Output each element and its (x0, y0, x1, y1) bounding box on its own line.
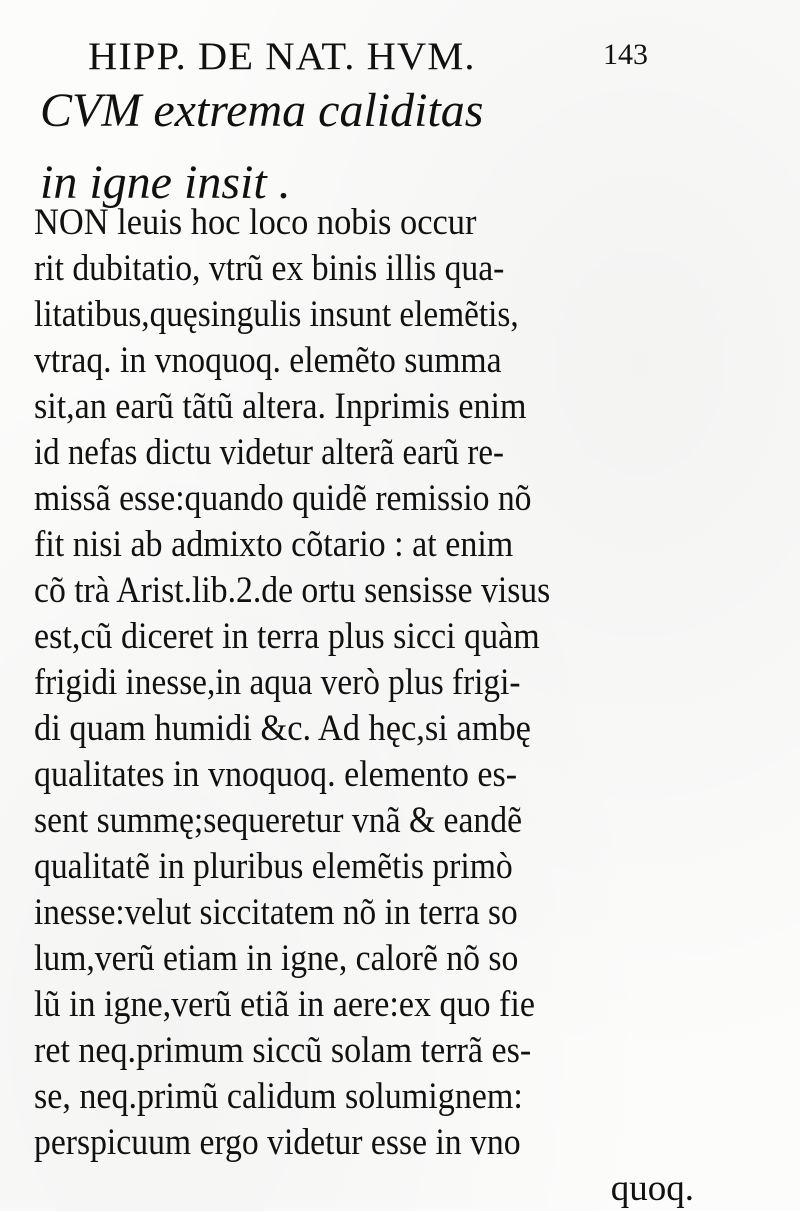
text-line: lum,verũ etiam in igne, calorẽ nõ so (34, 938, 519, 979)
catchword: quoq. (610, 1168, 694, 1209)
text-line: missã esse:quando quidẽ remissio nõ (34, 478, 532, 519)
text-line: se, neq.primũ calidum solumignem: (34, 1076, 523, 1117)
text-line: ret neq.primum siccũ solam terrã es- (34, 1030, 532, 1071)
text-line: vtraq. in vnoquoq. elemẽto summa (34, 340, 502, 381)
text-line: lũ in igne,verũ etiã in aere:ex quo fie (34, 984, 535, 1025)
text-line: id nefas dictu videtur alterã earũ re- (34, 432, 504, 473)
text-line: perspicuum ergo videtur esse in vno (34, 1122, 521, 1163)
running-title: HIPP. DE NAT. HVM. (88, 35, 476, 78)
text-line: rit dubitatio, vtrũ ex binis illis qua- (34, 248, 505, 289)
text-line: est,cũ diceret in terra plus sicci quàm (34, 616, 540, 657)
text-line: litatibus,quęsingulis insunt elemẽtis, (34, 294, 519, 335)
heading-line-2: in igne insit . (40, 156, 291, 209)
text-line: qualitatẽ in pluribus elemẽtis primò (34, 846, 513, 887)
text-line: NON leuis hoc loco nobis occur (34, 202, 477, 243)
body-text (34, 200, 694, 1212)
text-line: inesse:velut siccitatem nõ in terra so (34, 892, 518, 933)
text-line: frigidi inesse,in aqua verò plus frigi- (34, 662, 521, 703)
page-header (88, 30, 668, 80)
page-number: 143 (603, 38, 648, 71)
section-heading (40, 75, 690, 219)
text-line: di quam humidi &c. Ad hęc,si ambę (34, 708, 531, 749)
text-line: qualitates in vnoquoq. elemento es- (34, 754, 518, 795)
text-line: sent summę;sequeretur vnã & eandẽ (34, 800, 523, 841)
heading-line-1: CVM extrema caliditas (40, 84, 484, 137)
text-line: cõ trà Arist.lib.2.de ortu sensisse visus (34, 570, 551, 611)
text-line: fit nisi ab admixto cõtario : at enim (34, 524, 514, 565)
text-line: sit,an earũ tãtũ altera. Inprimis enim (34, 386, 527, 427)
